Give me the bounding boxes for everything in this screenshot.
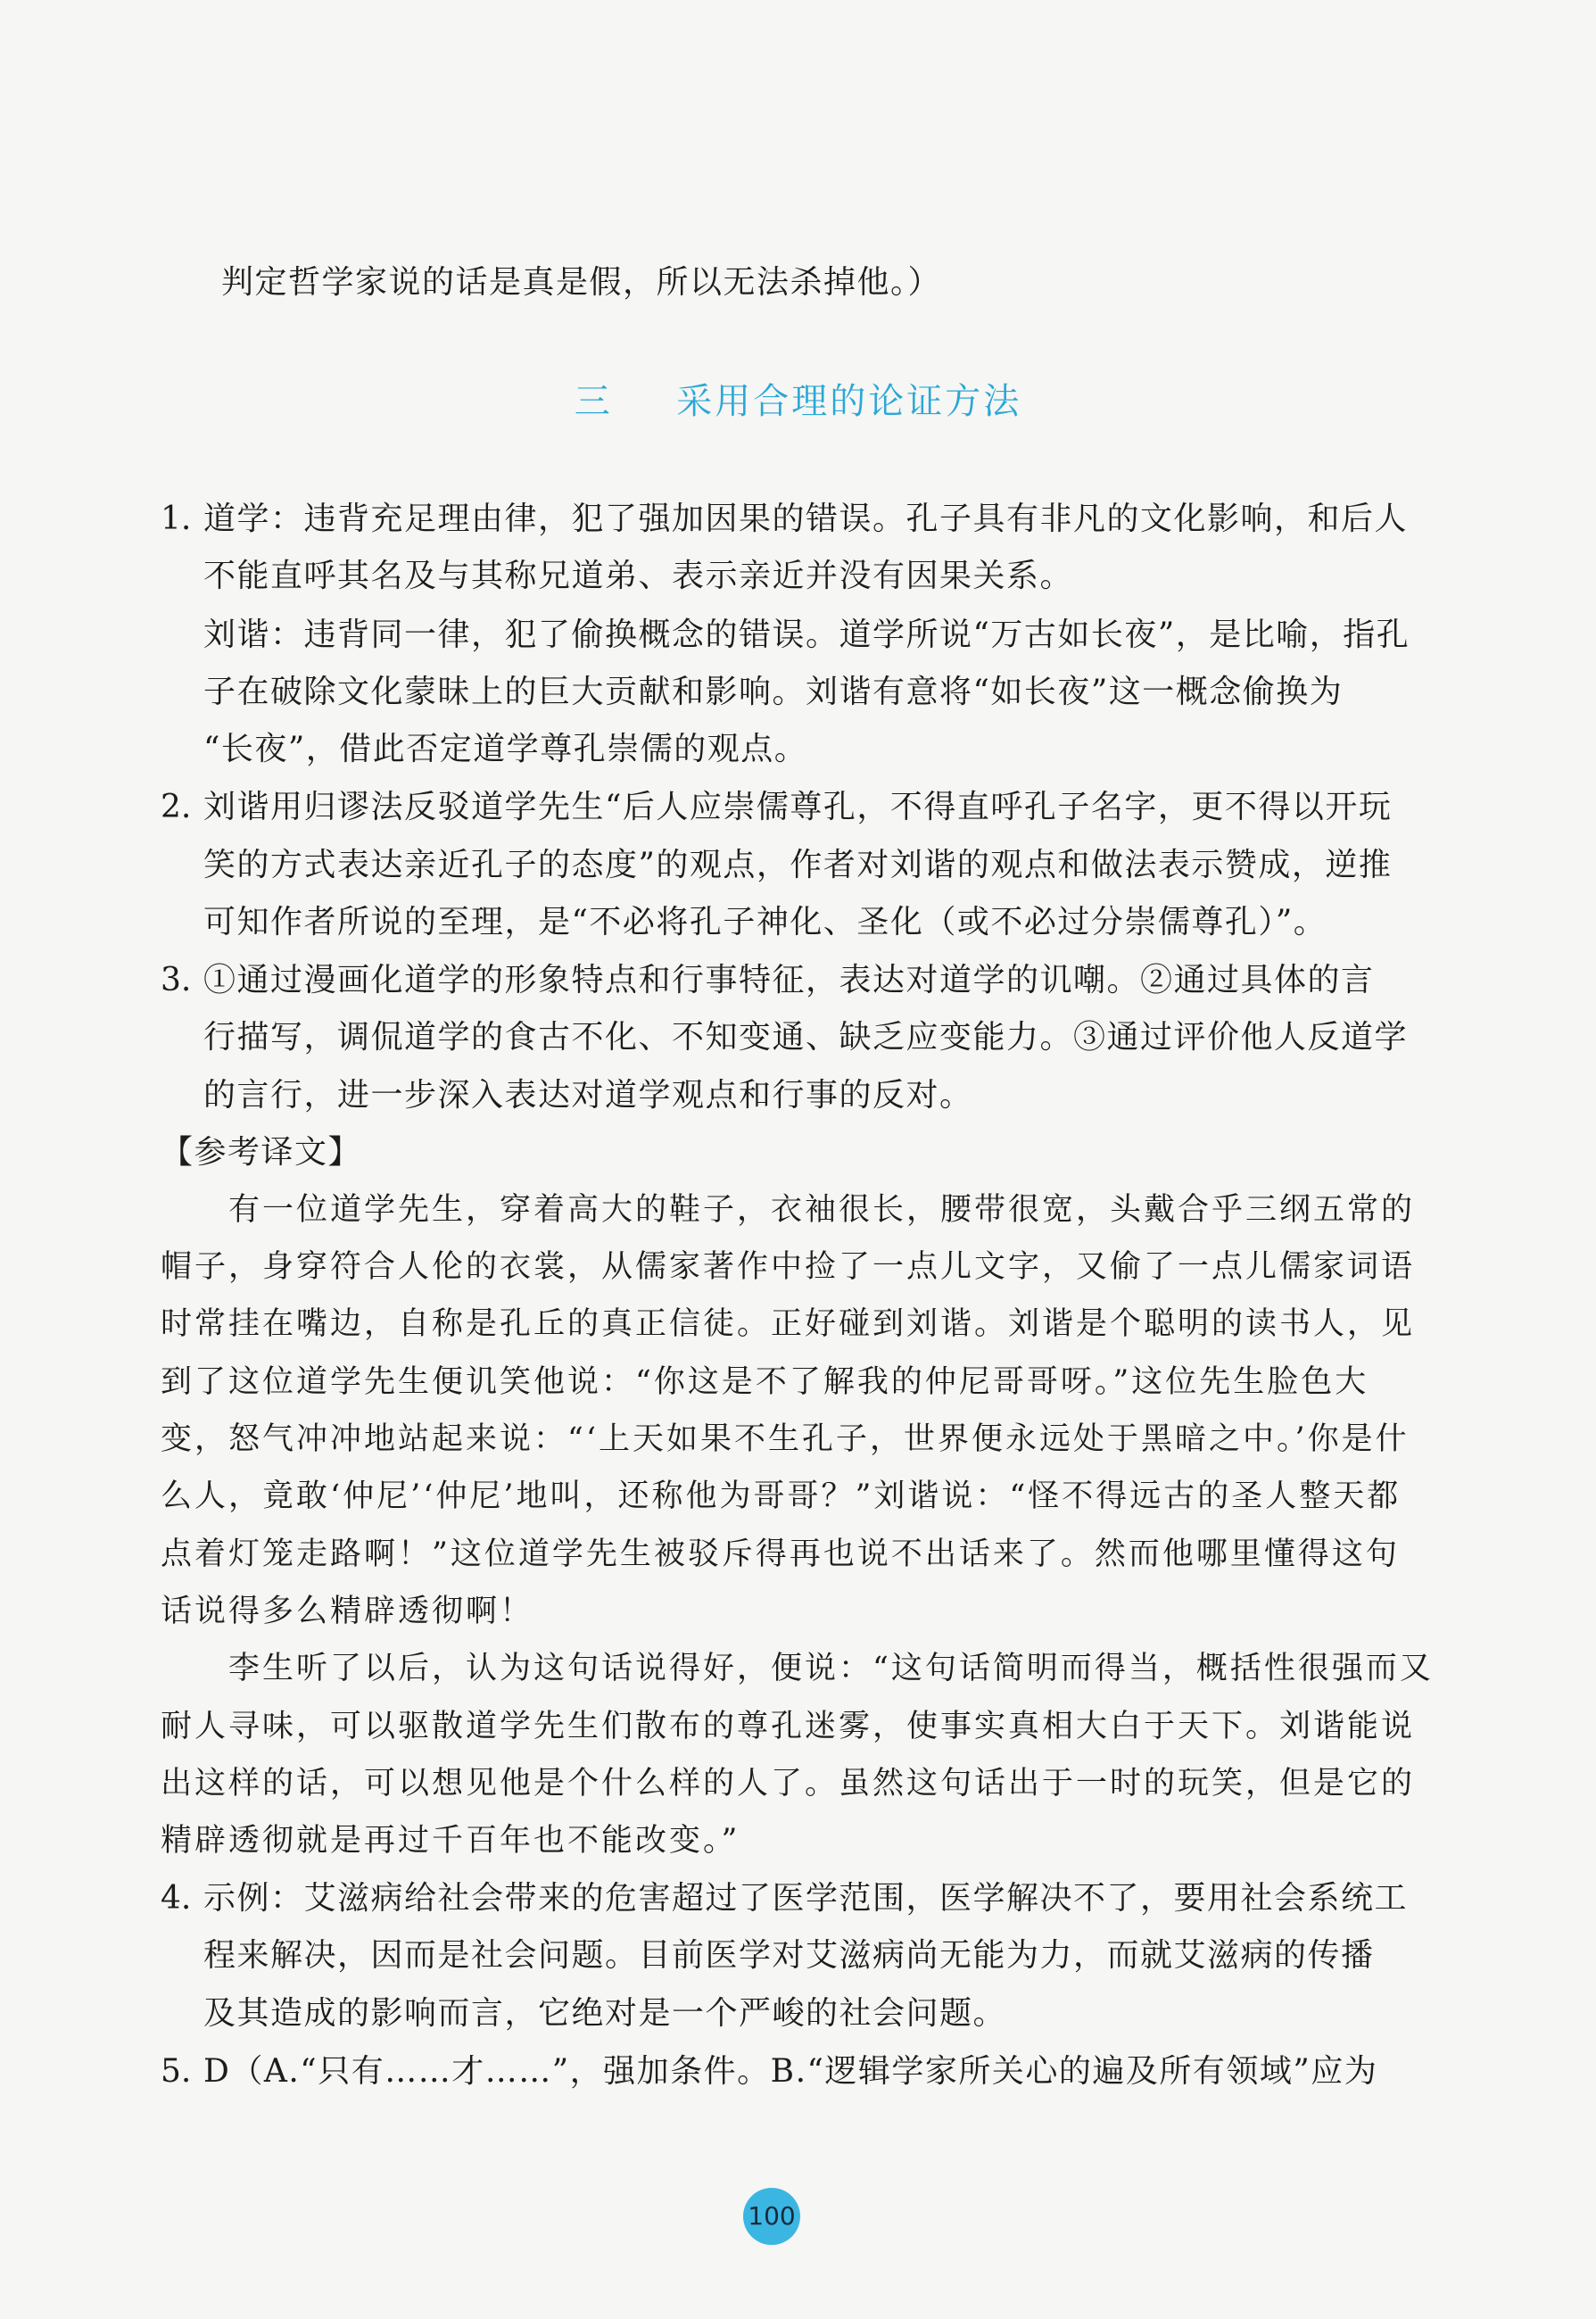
q2-line-1: 刘谐用归谬法反驳道学先生“后人应崇儒尊孔，不得直呼孔子名字，更不得以开玩 [203, 789, 1393, 825]
translation-p1-line-7: 点着灯笼走路啊！”这位道学先生被驳斥得再也说不出话来了。然而他哪里懂得这句 [161, 1536, 1400, 1572]
translation-p1-line-8: 话说得多么精辟透彻啊！ [161, 1594, 534, 1629]
translation-p1-line-6: 么人，竟敢‘仲尼’‘仲尼’地叫，还称他为哥哥？”刘谐说：“怪不得远古的圣人整天都 [161, 1478, 1402, 1514]
q4-line-1: 示例：艾滋病给社会带来的危害超过了医学范围，医学解决不了，要用社会系统工 [203, 1880, 1409, 1917]
q4-number: 4. [161, 1880, 192, 1917]
translation-heading: 【参考译文】 [161, 1134, 362, 1171]
q1-line-4: 子在破除文化蒙昧上的巨大贡献和影响。刘谐有意将“如长夜”这一概念偷换为 [203, 674, 1344, 710]
section-heading [0, 379, 1596, 424]
section-title: 采用合理的论证方法 [676, 381, 1022, 422]
q1-line-5: “长夜”，借此否定道学尊孔崇儒的观点。 [203, 731, 808, 767]
translation-p1-line-3: 时常挂在嘴边，自称是孔丘的真正信徒。正好碰到刘谐。刘谐是个聪明的读书人，见 [161, 1306, 1416, 1342]
section-number: 三 [574, 381, 613, 422]
q1-line-2: 不能直呼其名及与其称兄道弟、表示亲近并没有因果关系。 [203, 558, 1074, 594]
q3-number: 3. [161, 962, 192, 998]
q4-line-3: 及其造成的影响而言，它绝对是一个严峻的社会问题。 [203, 1995, 1007, 2032]
q2-number: 2. [161, 789, 192, 825]
q1-number: 1. [161, 501, 192, 537]
continuation-line: 判定哲学家说的话是真是假，所以无法杀掉他。） [221, 264, 942, 301]
page-number-badge: 100 [743, 2188, 800, 2245]
q3-line-1: ①通过漫画化道学的形象特点和行事特征，表达对道学的讥嘲。②通过具体的言 [203, 962, 1375, 998]
q2-line-2: 笑的方式表达亲近孔子的态度”的观点，作者对刘谐的观点和做法表示赞成，逆推 [203, 847, 1393, 883]
translation-p2-line-4: 精辟透彻就是再过千百年也不能改变。” [161, 1823, 740, 1859]
q4-line-2: 程来解决，因而是社会问题。目前医学对艾滋病尚无能为力，而就艾滋病的传播 [203, 1937, 1375, 1974]
translation-p1-line-5: 变，怒气冲冲地站起来说：“‘上天如果不生孔子，世界便永远处于黑暗之中。’你是什 [161, 1421, 1410, 1457]
translation-p2-line-1: 李生听了以后，认为这句话说得好，便说：“这句话简明而得当，概括性很强而又 [228, 1651, 1434, 1686]
q2-line-3: 可知作者所说的至理，是“不必将孔子神化、圣化（或不必过分崇儒尊孔）”。 [203, 904, 1327, 940]
q1-line-1: 道学：违背充足理由律，犯了强加因果的错误。孔子具有非凡的文化影响，和后人 [203, 501, 1409, 537]
q3-line-2: 行描写，调侃道学的食古不化、不知变通、缺乏应变能力。③通过评价他人反道学 [203, 1019, 1409, 1056]
q3-line-3: 的言行，进一步深入表达对道学观点和行事的反对。 [203, 1077, 973, 1114]
translation-p1-line-1: 有一位道学先生，穿着高大的鞋子，衣袖很长，腰带很宽，头戴合乎三纲五常的 [228, 1192, 1416, 1228]
q5-number: 5. [161, 2053, 192, 2090]
translation-p1-line-4: 到了这位道学先生便讥笑他说：“你这是不了解我的仲尼哥哥呀。”这位先生脸色大 [161, 1364, 1369, 1400]
translation-p1-line-2: 帽子，身穿符合人伦的衣裳，从儒家著作中捡了一点儿文字，又偷了一点儿儒家词语 [161, 1249, 1416, 1285]
q1-line-3: 刘谐：违背同一律，犯了偷换概念的错误。道学所说“万古如长夜”，是比喻，指孔 [203, 617, 1410, 653]
translation-p2-line-3: 出这样的话，可以想见他是个什么样的人了。虽然这句话出于一时的玩笑，但是它的 [161, 1766, 1416, 1801]
translation-p2-line-2: 耐人寻味，可以驱散道学先生们散布的尊孔迷雾，使事实真相大白于天下。刘谐能说 [161, 1709, 1416, 1744]
q5-line-1: D（A.“只有……才……”，强加条件。B.“逻辑学家所关心的遍及所有领域”应为 [203, 2053, 1378, 2090]
